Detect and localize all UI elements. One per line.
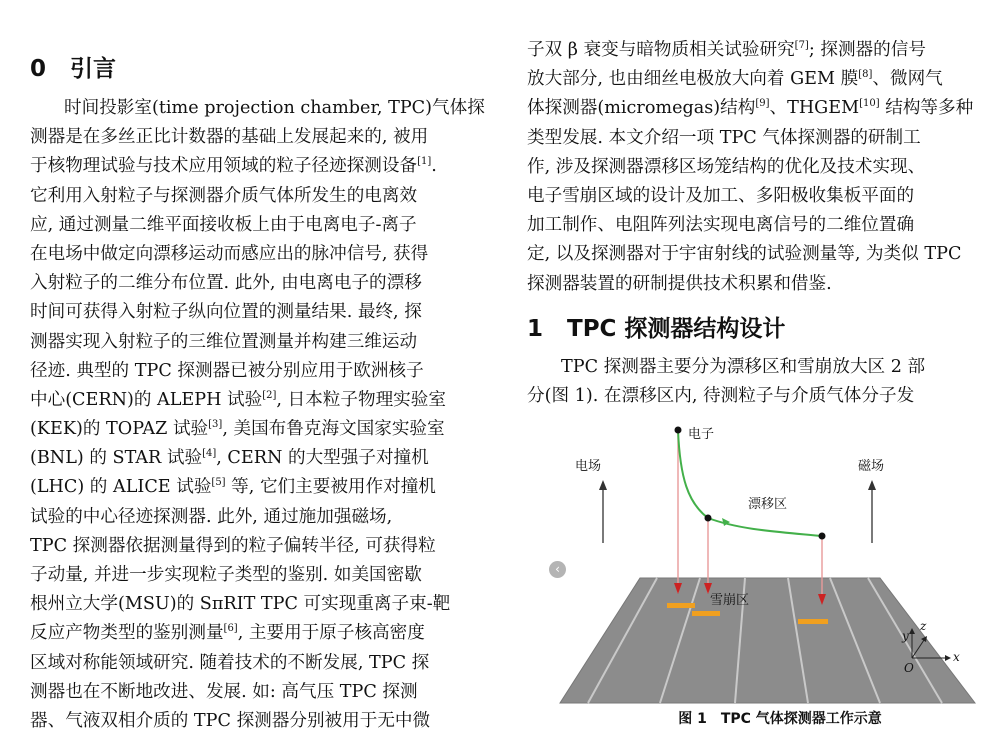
label-avalanche-region: 雪崩区 xyxy=(710,593,750,608)
text-line: 径迹. 典型的 TPC 探测器已被分别应用于欧洲核子 xyxy=(30,360,424,381)
axis-x-label: x xyxy=(953,650,960,664)
section-1-title: TPC 探测器结构设计 xyxy=(567,316,786,342)
axis-y-label: y xyxy=(902,629,909,643)
axis-origin-label: O xyxy=(904,661,914,675)
section-0-heading xyxy=(30,50,116,83)
previous-image-button[interactable] xyxy=(549,561,566,578)
text-line: 入射粒子的二维分布位置. 此外, 由电离电子的漂移 xyxy=(30,273,422,294)
drift-lines xyxy=(678,430,822,603)
electron-point xyxy=(675,427,682,434)
figure-caption-text: TPC 气体探测器工作示意 xyxy=(720,711,882,727)
text-line: 于核物理试验与技术应用领域的粒子径迹探测设备[1]. xyxy=(30,156,437,177)
ionization-point xyxy=(705,515,712,522)
text-line: 区域对称能领域研究. 随着技术的不断发展, TPC 探 xyxy=(30,652,430,673)
particle-track xyxy=(678,430,822,536)
text-line: 子动量, 并进一步实现粒子类型的鉴别. 如美国密歇 xyxy=(30,565,422,585)
text-line: 作, 涉及探测器漂移区场笼结构的优化及技术实现、 xyxy=(527,156,926,177)
text-line: 加工制作、电阻阵列法实现电离信号的二维位置确 xyxy=(527,215,915,236)
text-line: 探测器装置的研制提供技术积累和借鉴. xyxy=(527,273,832,294)
text-line: (LHC) 的 ALICE 试验[5] 等, 它们主要被用作对撞机 xyxy=(30,477,436,498)
section-1-paragraph xyxy=(527,353,977,411)
label-bfield: 磁场 xyxy=(858,459,885,474)
text-line: 应, 通过测量二维平面接收板上由于电离电子-离子 xyxy=(30,214,417,235)
text-line: TPC 探测器依据测量得到的粒子偏转半径, 可获得粒 xyxy=(30,535,436,556)
text-line: 类型发展. 本文介绍一项 TPC 气体探测器的研制工 xyxy=(527,127,921,148)
text-line: 时间投影室(time projection chamber, TPC)气体探 xyxy=(64,98,485,118)
figure-1-caption xyxy=(620,708,940,728)
section-1-heading xyxy=(527,310,785,343)
text-line: 试验的中心径迹探测器. 此外, 通过施加强磁场, xyxy=(30,506,393,527)
intro-paragraph xyxy=(30,94,485,736)
text-line: 时间可获得入射粒子纵向位置的测量结果. 最终, 探 xyxy=(30,302,422,323)
section-0-title: 引言 xyxy=(70,56,116,82)
text-line: 中心(CERN)的 ALEPH 试验[2], 日本粒子物理实验室 xyxy=(30,389,446,410)
bfield-arrow xyxy=(868,480,876,543)
section-1-number: 1 xyxy=(527,316,544,342)
text-line: TPC 探测器主要分为漂移区和雪崩放大区 2 部 xyxy=(561,357,926,377)
axis-z-label: z xyxy=(920,619,927,633)
label-electron: 电子 xyxy=(688,427,715,442)
label-drift-region: 漂移区 xyxy=(748,497,788,512)
ionization-point xyxy=(819,533,826,540)
section-0-number: 0 xyxy=(30,56,47,82)
text-line: 器、气液双相介质的 TPC 探测器分别被用于无中微 xyxy=(30,710,431,731)
figure-caption-number: 图 1 xyxy=(678,711,707,727)
text-line: 分(图 1). 在漂移区内, 待测粒子与介质气体分子发 xyxy=(527,386,915,407)
text-line: 测器是在多丝正比计数器的基础上发展起来的, 被用 xyxy=(30,127,429,148)
text-line: 反应产物类型的鉴别测量[6], 主要用于原子核高密度 xyxy=(30,623,425,644)
text-line: (KEK)的 TOPAZ 试验[3], 美国布鲁克海文国家实验室 xyxy=(30,419,445,440)
figure-1-tpc-diagram xyxy=(550,418,990,718)
text-line: 测器实现入射粒子的三维位置测量并构建三维运动 xyxy=(30,331,418,352)
text-line: 在电场中做定向漂移运动而感应出的脉冲信号, 获得 xyxy=(30,243,429,264)
text-line: 测器也在不断地改进、发展. 如: 高气压 TPC 探测 xyxy=(30,681,418,702)
chevron-left-icon: ‹ xyxy=(555,562,560,576)
text-line: 子双 β 衰变与暗物质相关试验研究[7]; 探测器的信号 xyxy=(527,40,926,60)
text-line: (BNL) 的 STAR 试验[4], CERN 的大型强子对撞机 xyxy=(30,448,429,469)
text-line: 电子雪崩区域的设计及加工、多阳极收集板平面的 xyxy=(527,185,915,206)
text-line: 定, 以及探测器对于宇宙射线的试验测量等, 为类似 TPC xyxy=(527,244,962,265)
text-line: 体探测器(micromegas)结构[9]、THGEM[10] 结构等多种 xyxy=(527,98,974,119)
label-efield: 电场 xyxy=(575,459,602,474)
text-line: 它利用入射粒子与探测器介质气体所发生的电离效 xyxy=(30,185,418,206)
text-line: 放大部分, 也由细丝电极放大向着 GEM 膜[8]、微网气 xyxy=(527,69,943,90)
text-line: 根州立大学(MSU)的 SπRIT TPC 可实现重离子束-靶 xyxy=(30,594,451,615)
intro-paragraph-continued xyxy=(527,36,977,299)
efield-arrow xyxy=(599,480,607,543)
